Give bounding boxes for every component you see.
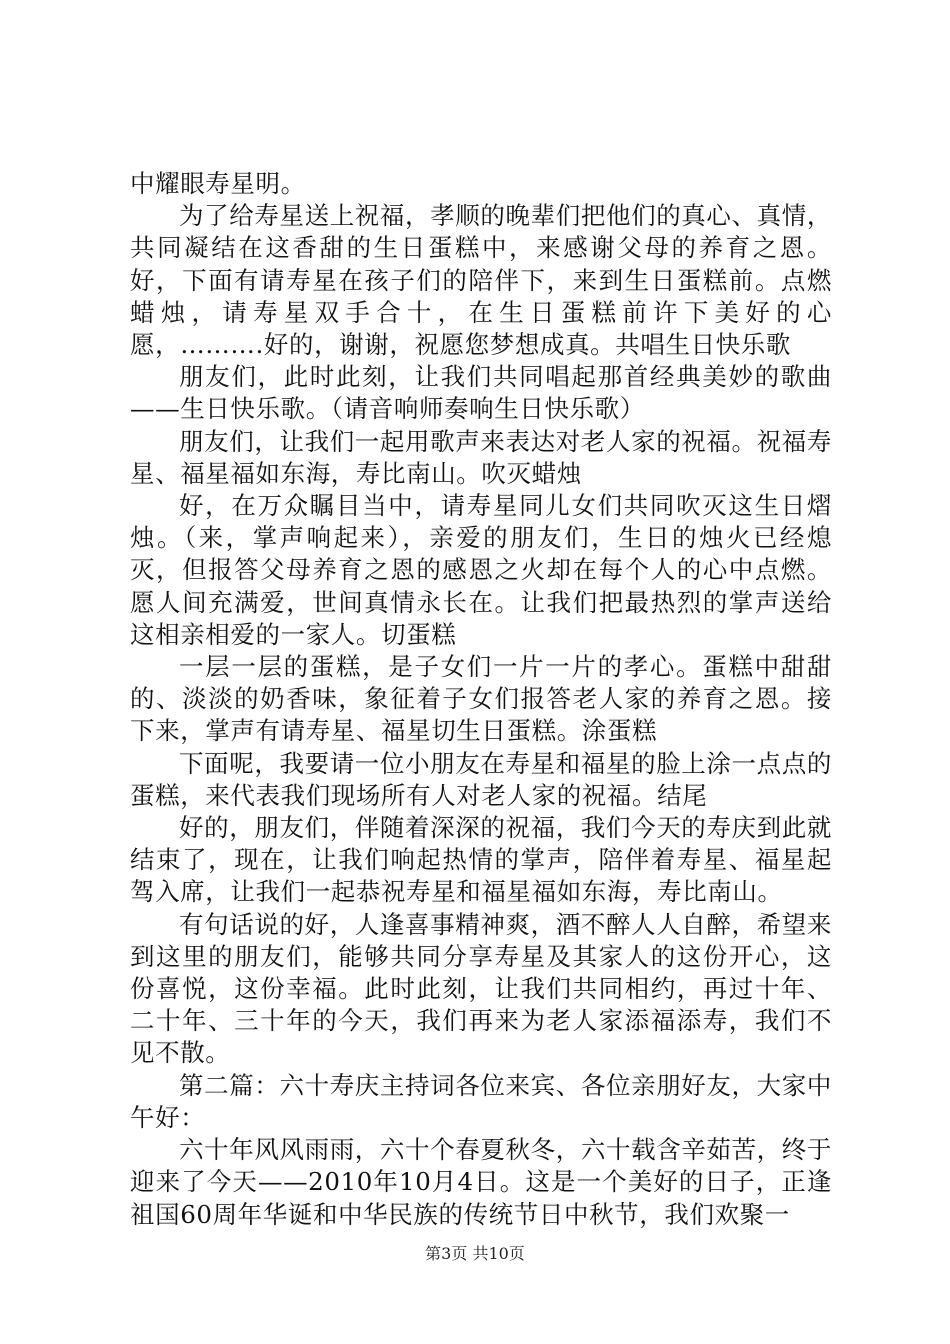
paragraph-cut-cake: 一层一层的蛋糕，是子女们一片一片的孝心。蛋糕中甜甜的、淡淡的奶香味，象征着子女们报答老人家的养育之恩。接下来，掌声有请寿星、福星切生日蛋糕。涂蛋糕: [130, 652, 832, 746]
document-body: [130, 168, 832, 1231]
page-number-footer: 第3页 共10页: [425, 1244, 525, 1263]
paragraph-continuation: 中耀眼寿星明。: [130, 169, 306, 198]
paragraph-sixty-years: 六十年风风雨雨，六十个春夏秋冬，六十载含辛茹苦，终于迎来了今天——2010年10月4日。这是一个美好的日子，正逢祖国60周年华诞和中华民族的传统节日中秋节，我们欢聚一: [130, 1135, 832, 1229]
paragraph-smear-cake: 下面呢，我要请一位小朋友在寿星和福星的脸上涂一点点的蛋糕，来代表我们现场所有人对老人家的祝福。结尾: [130, 748, 832, 810]
paragraph-second-section-heading: 第二篇：六十寿庆主持词各位来宾、各位亲朋好友，大家中午好：: [130, 1070, 832, 1132]
paragraph-blow-candles: 好，在万众瞩目当中，请寿星同儿女们共同吹灭这生日熠烛。（来，掌声响起来），亲爱的朋友们，生日的烛火已经熄灭，但报答父母养育之恩的感恩之火却在每个人的心中点燃。愿人间充满爱，世间真情永长在。让我们把最热烈的掌声送给这相亲相爱的一家人。切蛋糕: [130, 491, 832, 649]
paragraph-farewell: 有句话说的好，人逢喜事精神爽，酒不醉人人自醉，希望来到这里的朋友们，能够共同分享寿星及其家人的这份开心，这份喜悦，这份幸福。此时此刻，让我们共同相约，再过十年、二十年、三十年的今天，我们再来为老人家添福添寿，我们不见不散。: [130, 909, 832, 1068]
paragraph-blessing: 朋友们，让我们一起用歌声来表达对老人家的祝福。祝福寿星、福星福如东海，寿比南山。吹灭蜡烛: [130, 426, 832, 488]
paragraph-sing-song: 朋友们，此时此刻，让我们共同唱起那首经典美妙的歌曲——生日快乐歌。（请音响师奏响生日快乐歌）: [130, 362, 832, 424]
paragraph-ending: 好的，朋友们，伴随着深深的祝福，我们今天的寿庆到此就结束了，现在，让我们响起热情的掌声，陪伴着寿星、福星起驾入席，让我们一起恭祝寿星和福星福如东海，寿比南山。: [130, 813, 832, 907]
paragraph-birthday-cake: 为了给寿星送上祝福，孝顺的晚辈们把他们的真心、真情，共同凝结在这香甜的生日蛋糕中，来感谢父母的养育之恩。好，下面有请寿星在孩子们的陪伴下，来到生日蛋糕前。点燃蜡烛，请寿星双手合十，在生日蛋糕前许下美好的心愿，……….好的，谢谢，祝愿您梦想成真。共唱生日快乐歌: [130, 201, 832, 360]
